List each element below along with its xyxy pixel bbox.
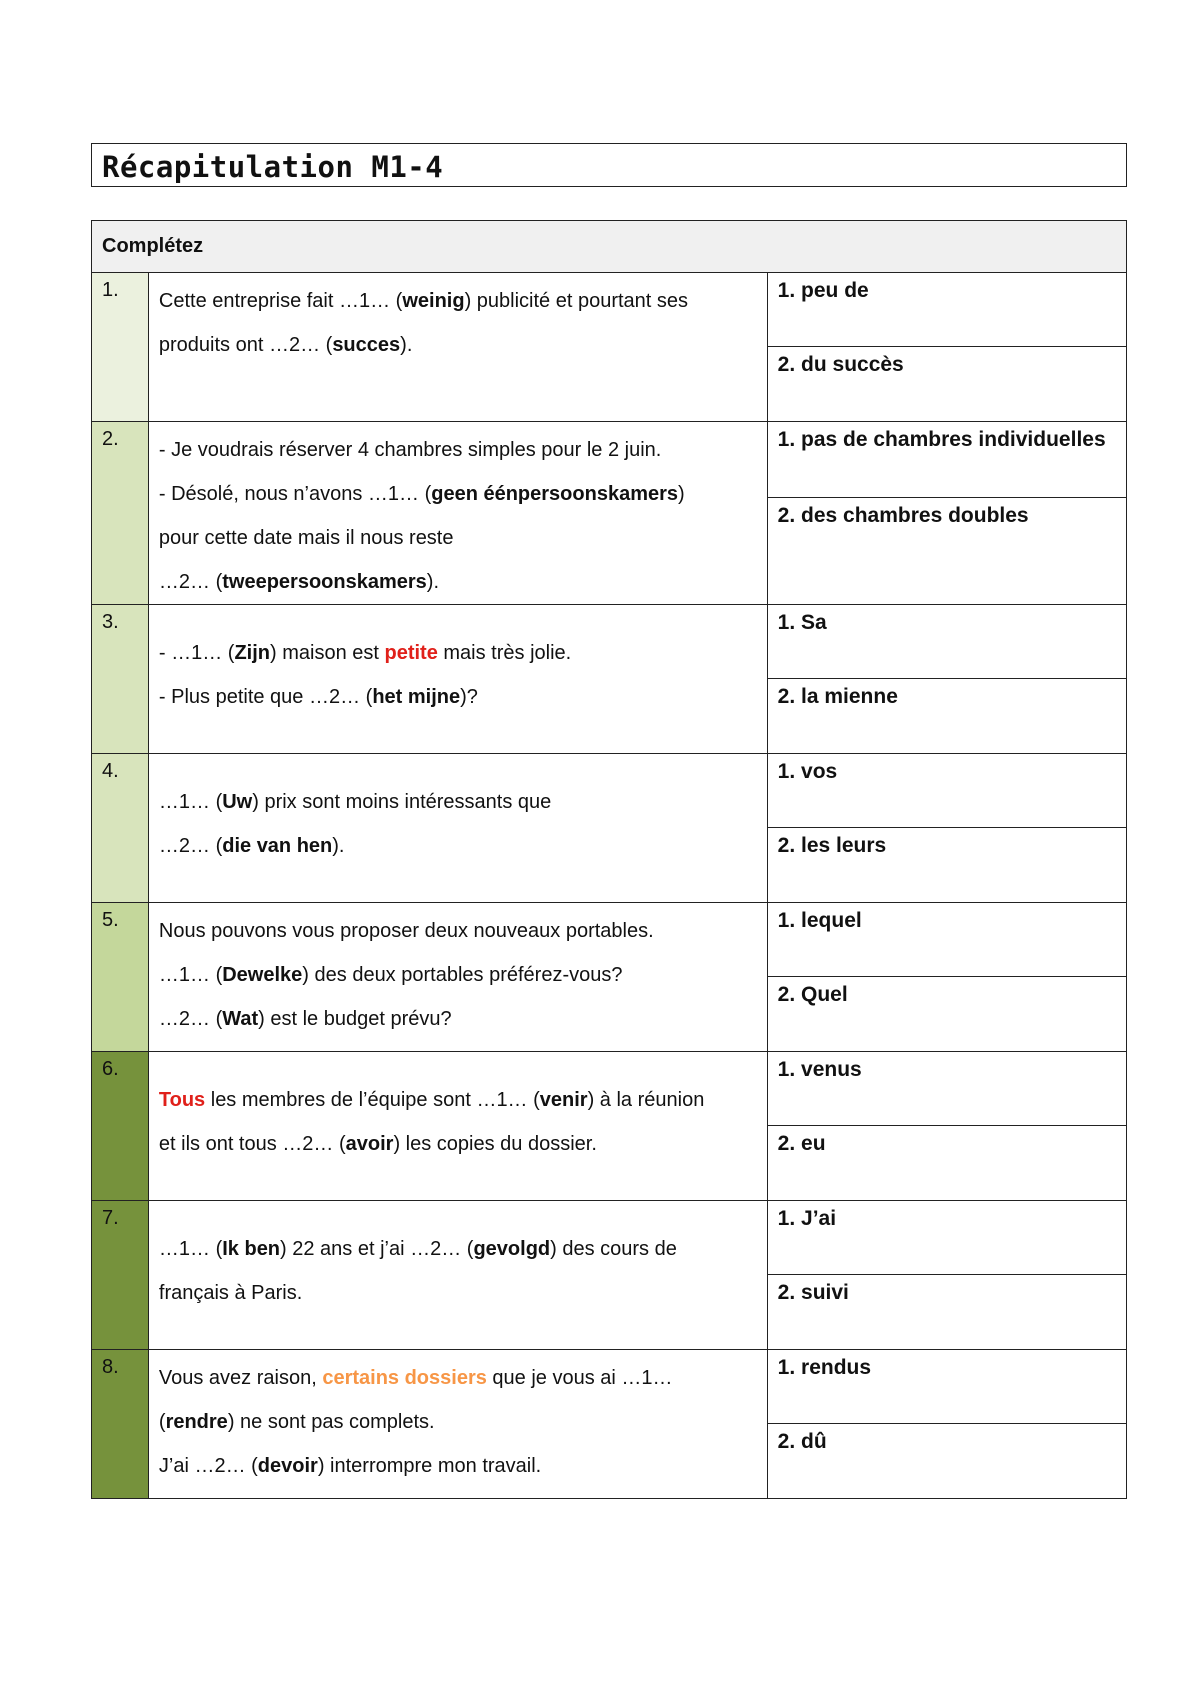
question-line — [159, 472, 757, 516]
answer-1: 1. pas de chambres individuelles — [768, 422, 1126, 498]
question-text: - Je voudrais réserver 4 chambres simples pour le 2 juin. — [158, 439, 662, 461]
question-text: Nous pouvons vous proposer deux nouveaux portables. — [158, 920, 654, 942]
document-title: Récapitulation M1-4 — [102, 150, 444, 184]
exercise-answers — [767, 1201, 1126, 1350]
question-text: et ils ont tous …2… ( — [158, 1133, 346, 1155]
answer-1: 1. vos — [768, 754, 1126, 828]
question-text: ) 22 ans et j’ai …2… ( — [280, 1238, 474, 1260]
question-text: …2… ( — [158, 571, 223, 593]
question-text: avoir — [345, 1133, 394, 1155]
question-text: tweepersoonskamers — [222, 571, 427, 593]
table-header: Complétez — [92, 221, 1127, 273]
question-text: Ik ben — [222, 1238, 281, 1260]
question-text: ). — [400, 334, 413, 356]
answer-1: 1. venus — [768, 1052, 1126, 1126]
exercise-answers — [767, 1052, 1126, 1201]
question-line — [159, 780, 757, 824]
question-text: succes — [332, 334, 401, 356]
question-line — [159, 323, 757, 367]
question-text: ( — [158, 1411, 166, 1433]
question-line — [159, 909, 757, 953]
question-text: ) maison est — [270, 642, 385, 664]
question-text: die van hen — [222, 835, 333, 857]
question-text: - Désolé, nous n’avons …1… ( — [158, 483, 432, 505]
exercise-row — [92, 605, 1127, 754]
question-line — [159, 824, 757, 868]
question-line — [159, 1400, 757, 1444]
question-line — [159, 1207, 757, 1227]
question-text: venir — [539, 1089, 588, 1111]
question-text: ) des cours de — [550, 1238, 677, 1260]
question-text: mais très jolie. — [437, 642, 572, 664]
question-line — [159, 760, 757, 780]
question-text: ) est le budget prévu? — [258, 1008, 452, 1030]
exercise-row — [92, 1350, 1127, 1499]
exercise-row — [92, 1201, 1127, 1350]
table-header-row — [92, 221, 1127, 273]
question-text: Cette entreprise fait …1… ( — [158, 290, 403, 312]
question-line — [159, 516, 757, 560]
exercise-table — [91, 220, 1127, 1499]
question-text: Vous avez raison, — [158, 1367, 323, 1389]
question-line — [159, 611, 757, 631]
question-line — [159, 279, 757, 323]
question-text: - …1… ( — [158, 642, 235, 664]
answer-2: 2. du succès — [777, 353, 904, 376]
question-text: geen éénpersoonskamers — [431, 483, 679, 505]
question-text: J’ai …2… ( — [158, 1455, 258, 1477]
question-text: het mijne — [372, 686, 461, 708]
question-text: ) à la réunion — [587, 1089, 705, 1111]
exercise-answers — [767, 754, 1126, 903]
question-text: ) interrompre mon travail. — [317, 1455, 542, 1477]
exercise-row — [92, 273, 1127, 422]
exercise-question — [148, 1052, 767, 1201]
question-text: Tous — [158, 1089, 206, 1111]
question-line — [159, 560, 757, 604]
question-text: les membres de l’équipe sont …1… ( — [205, 1089, 540, 1111]
exercise-number: 6. — [92, 1052, 149, 1201]
question-line — [159, 1227, 757, 1271]
question-line — [159, 1058, 757, 1078]
question-line — [159, 953, 757, 997]
exercise-question — [148, 422, 767, 605]
exercise-row — [92, 1052, 1127, 1201]
exercise-row — [92, 422, 1127, 605]
question-text: ) prix sont moins intéressants que — [252, 791, 552, 813]
exercise-answers — [767, 422, 1126, 605]
exercise-number: 5. — [92, 903, 149, 1052]
question-line — [159, 1356, 757, 1400]
question-text: français à Paris. — [158, 1282, 303, 1304]
question-text: …1… ( — [158, 964, 223, 986]
question-line — [159, 675, 757, 719]
question-text: …1… ( — [158, 1238, 223, 1260]
answer-1: 1. peu de — [768, 273, 1126, 347]
answer-2: 2. eu — [777, 1132, 826, 1155]
document-title-box — [91, 143, 1127, 187]
question-text: gevolgd — [473, 1238, 551, 1260]
exercise-answers — [767, 1350, 1126, 1499]
question-line — [159, 1122, 757, 1166]
exercise-answers — [767, 273, 1126, 422]
exercise-answers — [767, 605, 1126, 754]
question-text: - Plus petite que …2… ( — [158, 686, 373, 708]
exercise-answers — [767, 903, 1126, 1052]
question-line — [159, 1078, 757, 1122]
answer-1: 1. Sa — [768, 605, 1126, 679]
exercise-number: 1. — [92, 273, 149, 422]
exercise-question — [148, 1350, 767, 1499]
answer-1: 1. lequel — [768, 903, 1126, 977]
question-text: devoir — [257, 1455, 318, 1477]
question-text: Dewelke — [222, 964, 303, 986]
question-text: ) les copies du dossier. — [393, 1133, 597, 1155]
answer-2: 2. des chambres doubles — [777, 504, 1029, 527]
answer-1: 1. rendus — [768, 1350, 1126, 1424]
answer-2: 2. suivi — [777, 1281, 849, 1304]
exercise-question — [148, 273, 767, 422]
question-text: Wat — [222, 1008, 259, 1030]
answer-2: 2. Quel — [777, 983, 848, 1006]
answer-2: 2. la mienne — [777, 685, 898, 708]
question-text: weinig — [402, 290, 465, 312]
exercise-question — [148, 1201, 767, 1350]
question-text: …2… ( — [158, 1008, 223, 1030]
exercise-number: 8. — [92, 1350, 149, 1499]
question-text: ). — [426, 571, 439, 593]
exercise-question — [148, 754, 767, 903]
exercise-question — [148, 605, 767, 754]
question-line — [159, 1271, 757, 1315]
question-text: pour cette date mais il nous reste — [158, 527, 454, 549]
exercise-question — [148, 903, 767, 1052]
question-text: certains dossiers — [322, 1367, 487, 1389]
question-text: …2… ( — [158, 835, 223, 857]
question-line — [159, 997, 757, 1041]
exercise-row — [92, 754, 1127, 903]
question-text: produits ont …2… ( — [158, 334, 333, 356]
answer-1: 1. J’ai — [768, 1201, 1126, 1275]
exercise-number: 4. — [92, 754, 149, 903]
question-text: ) ne sont pas complets. — [227, 1411, 435, 1433]
question-text: rendre — [165, 1411, 228, 1433]
question-text: )? — [460, 686, 478, 708]
question-text: Uw — [222, 791, 253, 813]
question-line — [159, 1444, 757, 1488]
question-text: ) des deux portables préférez-vous? — [302, 964, 623, 986]
answer-2: 2. dû — [777, 1430, 827, 1453]
question-text: petite — [384, 642, 438, 664]
question-text: que je vous ai …1… — [486, 1367, 673, 1389]
question-text: …1… ( — [158, 791, 223, 813]
exercise-number: 2. — [92, 422, 149, 605]
question-text: Zijn — [234, 642, 270, 664]
question-line — [159, 428, 757, 472]
answer-2: 2. les leurs — [777, 834, 887, 857]
exercise-row — [92, 903, 1127, 1052]
exercise-number: 3. — [92, 605, 149, 754]
question-text: ) — [678, 483, 685, 505]
question-line — [159, 631, 757, 675]
question-text: ). — [332, 835, 345, 857]
question-text: ) publicité et pourtant ses — [464, 290, 689, 312]
exercise-number: 7. — [92, 1201, 149, 1350]
